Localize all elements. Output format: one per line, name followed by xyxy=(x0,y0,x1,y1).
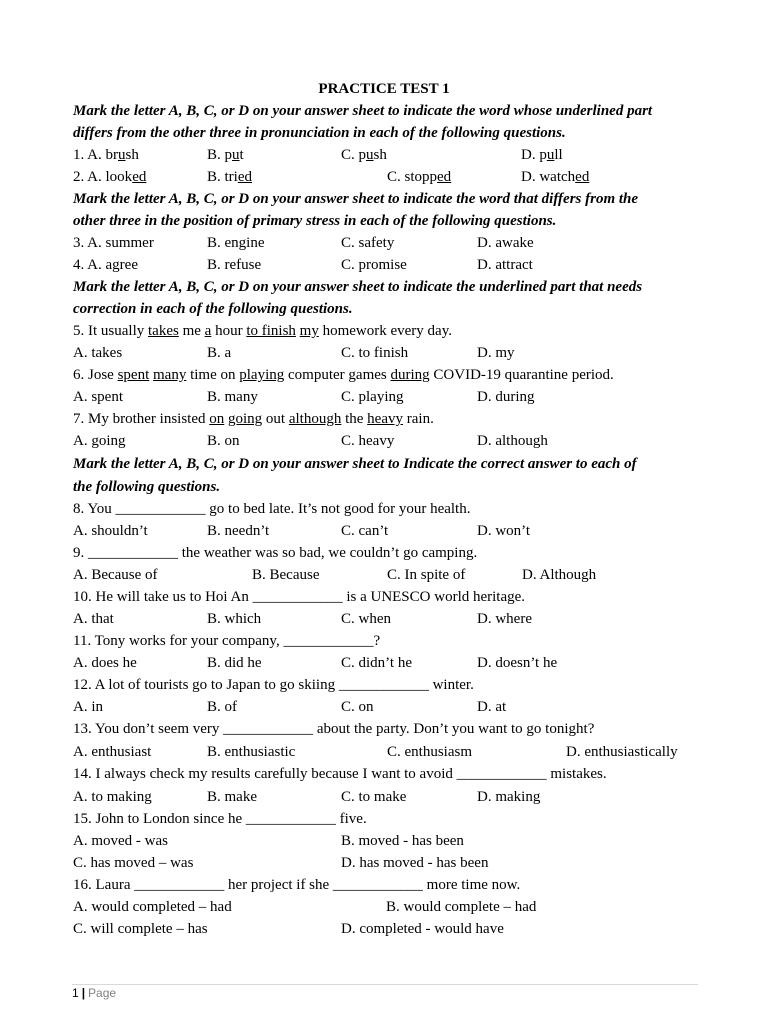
question-15-stem: 15. John to London since he ____________ five. xyxy=(73,811,367,827)
q5-option-c[interactable]: C. to finish xyxy=(341,345,409,361)
instruction-correction-line-2: correction in each of the following questions. xyxy=(73,301,353,317)
q16-option-a[interactable]: A. would completed – had xyxy=(73,899,232,915)
q13-option-b[interactable]: B. enthusiastic xyxy=(207,744,296,760)
instruction-correct-answer-line-1: Mark the letter A, B, C, or D on your answer sheet to Indicate the correct answer to each of xyxy=(73,456,637,472)
q12-option-b[interactable]: B. of xyxy=(207,699,237,715)
q15-option-d[interactable]: D. has moved - has been xyxy=(341,855,489,871)
q4-option-a[interactable]: 4. A. agree xyxy=(73,257,138,273)
question-8-stem: 8. You ____________ go to bed late. It’s not good for your health. xyxy=(73,501,471,517)
q13-option-c[interactable]: C. enthusiasm xyxy=(387,744,472,760)
q11-option-c[interactable]: C. didn’t he xyxy=(341,655,412,671)
q3-option-d[interactable]: D. awake xyxy=(477,235,534,251)
question-14-stem: 14. I always check my results carefully because I want to avoid ____________ mistakes. xyxy=(73,766,607,782)
instruction-pronunciation-line-2: differs from the other three in pronunciation in each of the following questions. xyxy=(73,125,566,141)
q9-option-b[interactable]: B. Because xyxy=(252,567,320,583)
q5-option-b[interactable]: B. a xyxy=(207,345,232,361)
q5-option-d[interactable]: D. my xyxy=(477,345,515,361)
instruction-correct-answer-line-2: the following questions. xyxy=(73,479,221,495)
footer-divider xyxy=(72,984,698,985)
q15-option-c[interactable]: C. has moved – was xyxy=(73,855,194,871)
q10-option-c[interactable]: C. when xyxy=(341,611,391,627)
q9-option-d[interactable]: D. Although xyxy=(522,567,597,583)
footer-separator: | xyxy=(81,986,86,1000)
instruction-stress-line-1: Mark the letter A, B, C, or D on your answer sheet to indicate the word that differs from the xyxy=(73,191,639,207)
question-11-stem: 11. Tony works for your company, ____________? xyxy=(73,633,381,649)
page-title: PRACTICE TEST 1 xyxy=(318,81,450,97)
q6-option-b[interactable]: B. many xyxy=(207,389,258,405)
page-footer xyxy=(72,986,116,1000)
instruction-stress-line-2: other three in the position of primary stress in each of the following questions. xyxy=(73,213,557,229)
q2-option-b[interactable]: B. tried xyxy=(207,169,253,185)
question-5-stem: 5. It usually takes me a hour to finish my homework every day. xyxy=(73,323,452,339)
question-13-stem: 13. You don’t seem very ____________ about the party. Don’t you want to go tonight? xyxy=(73,721,595,737)
q14-option-c[interactable]: C. to make xyxy=(341,789,407,805)
instruction-correction-line-1: Mark the letter A, B, C, or D on your answer sheet to indicate the underlined part that needs xyxy=(73,279,643,295)
q16-option-c[interactable]: C. will complete – has xyxy=(73,921,208,937)
question-6-stem: 6. Jose spent many time on playing computer games during COVID-19 quarantine period. xyxy=(73,367,614,383)
q7-option-c[interactable]: C. heavy xyxy=(341,433,395,449)
q7-option-a[interactable]: A. going xyxy=(73,433,126,449)
q3-option-c[interactable]: C. safety xyxy=(341,235,395,251)
q1-option-b[interactable]: B. put xyxy=(207,147,244,163)
question-9-stem: 9. ____________ the weather was so bad, we couldn’t go camping. xyxy=(73,545,478,561)
q9-option-a[interactable]: A. Because of xyxy=(73,567,158,583)
q10-option-d[interactable]: D. where xyxy=(477,611,532,627)
q13-option-d[interactable]: D. enthusiastically xyxy=(566,744,678,760)
q8-option-d[interactable]: D. won’t xyxy=(477,523,531,539)
q1-option-d[interactable]: D. pull xyxy=(521,147,563,163)
question-16-stem: 16. Laura ____________ her project if she ____________ more time now. xyxy=(73,877,521,893)
q12-option-c[interactable]: C. on xyxy=(341,699,374,715)
q2-option-c[interactable]: C. stopped xyxy=(387,169,452,185)
q3-option-b[interactable]: B. engine xyxy=(207,235,265,251)
page-label: Page xyxy=(88,986,117,1000)
q6-option-d[interactable]: D. during xyxy=(477,389,535,405)
q4-option-c[interactable]: C. promise xyxy=(341,257,407,273)
q4-option-b[interactable]: B. refuse xyxy=(207,257,262,273)
q2-option-a[interactable]: 2. A. looked xyxy=(73,169,147,185)
question-10-stem: 10. He will take us to Hoi An ____________ is a UNESCO world heritage. xyxy=(73,589,526,605)
q1-option-a[interactable]: 1. A. brush xyxy=(73,147,139,163)
q14-option-a[interactable]: A. to making xyxy=(73,789,152,805)
q11-option-a[interactable]: A. does he xyxy=(73,655,137,671)
q8-option-b[interactable]: B. needn’t xyxy=(207,523,270,539)
q10-option-b[interactable]: B. which xyxy=(207,611,262,627)
q10-option-a[interactable]: A. that xyxy=(73,611,114,627)
instruction-pronunciation-line-1: Mark the letter A, B, C, or D on your answer sheet to indicate the word whose underlined part xyxy=(73,103,653,119)
q15-option-b[interactable]: B. moved - has been xyxy=(341,833,464,849)
question-12-stem: 12. A lot of tourists go to Japan to go skiing ____________ winter. xyxy=(73,677,474,693)
q11-option-d[interactable]: D. doesn’t he xyxy=(477,655,558,671)
question-7-stem: 7. My brother insisted on going out although the heavy rain. xyxy=(73,411,434,427)
q9-option-c[interactable]: C. In spite of xyxy=(387,567,466,583)
q14-option-d[interactable]: D. making xyxy=(477,789,541,805)
q3-option-a[interactable]: 3. A. summer xyxy=(73,235,154,251)
q6-option-c[interactable]: C. playing xyxy=(341,389,404,405)
q8-option-a[interactable]: A. shouldn’t xyxy=(73,523,148,539)
q7-option-d[interactable]: D. although xyxy=(477,433,548,449)
q13-option-a[interactable]: A. enthusiast xyxy=(73,744,152,760)
q12-option-a[interactable]: A. in xyxy=(73,699,103,715)
q1-option-c[interactable]: C. push xyxy=(341,147,387,163)
q16-option-d[interactable]: D. completed - would have xyxy=(341,921,504,937)
q16-option-b[interactable]: B. would complete – had xyxy=(386,899,537,915)
q12-option-d[interactable]: D. at xyxy=(477,699,507,715)
q14-option-b[interactable]: B. make xyxy=(207,789,257,805)
q5-option-a[interactable]: A. takes xyxy=(73,345,123,361)
q4-option-d[interactable]: D. attract xyxy=(477,257,533,273)
q7-option-b[interactable]: B. on xyxy=(207,433,240,449)
q6-option-a[interactable]: A. spent xyxy=(73,389,123,405)
page-number: 1 xyxy=(72,986,79,1000)
q11-option-b[interactable]: B. did he xyxy=(207,655,262,671)
q8-option-c[interactable]: C. can’t xyxy=(341,523,389,539)
q2-option-d[interactable]: D. watched xyxy=(521,169,590,185)
q15-option-a[interactable]: A. moved - was xyxy=(73,833,168,849)
